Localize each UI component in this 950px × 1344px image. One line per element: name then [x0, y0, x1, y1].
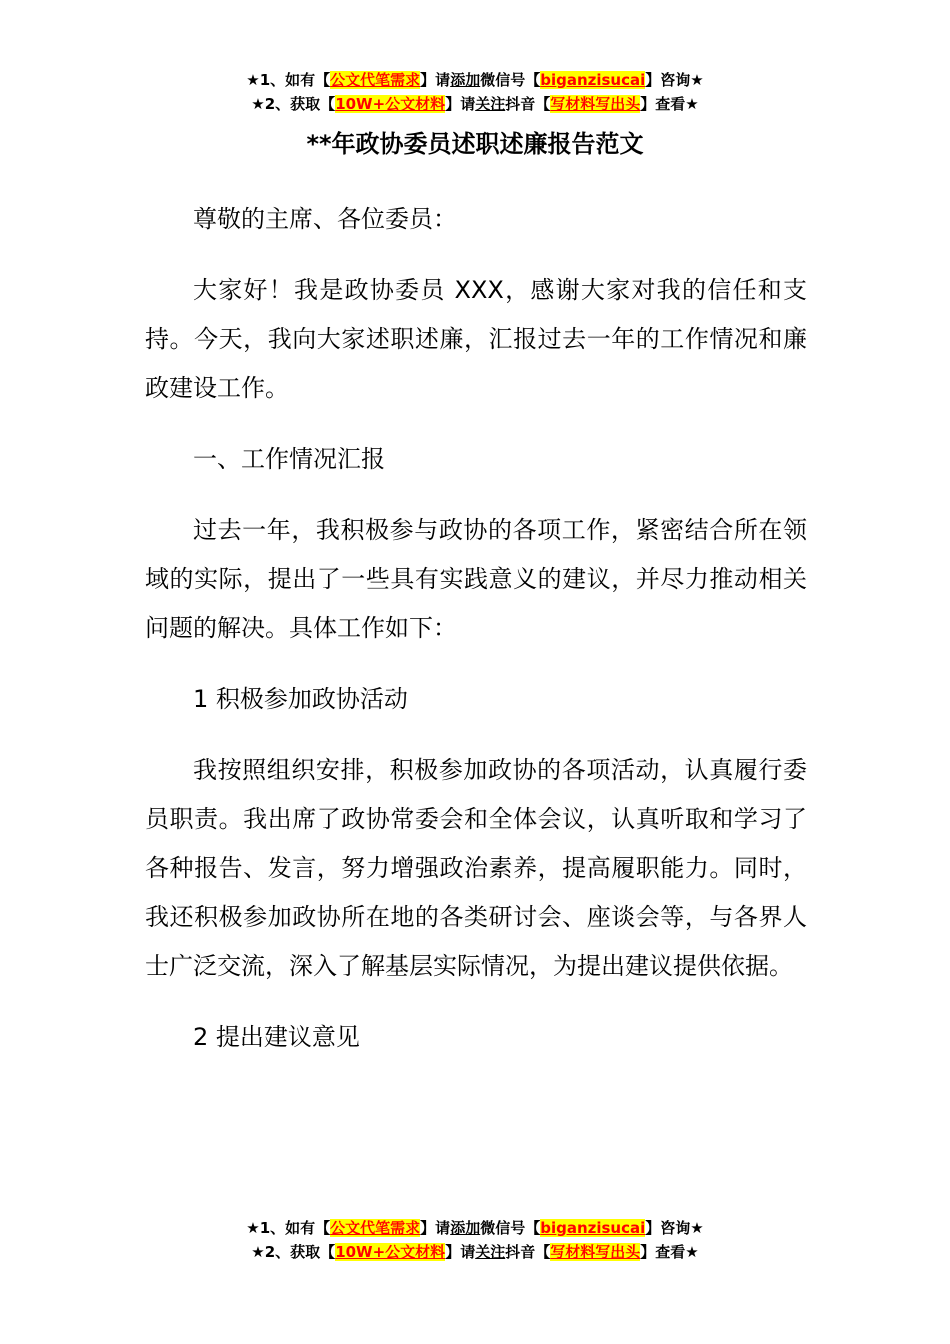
subsection-heading: 2 提出建议意见	[193, 1023, 360, 1051]
banner-highlight-service: 公文代笔需求	[330, 71, 421, 89]
banner-highlight-douyin: 写材料写出头	[550, 95, 641, 113]
banner-text: ★2、获取【	[251, 1243, 336, 1261]
banner-text: 】咨询★	[645, 1219, 704, 1237]
section-heading: 一、工作情况汇报	[193, 445, 385, 473]
banner-highlight-service: 公文代笔需求	[330, 1219, 421, 1237]
subsection-heading: 1 积极参加政协活动	[193, 685, 408, 713]
banner-text: 抖音【	[505, 95, 551, 113]
body-paragraph: 过去一年，我积极参与政协的各项工作，紧密结合所在领域的实际，提出了一些具有实践意义的建议，并尽力推动相关问题的解决。具体工作如下：	[145, 516, 807, 642]
banner-line-2	[0, 1240, 950, 1264]
banner-text: 抖音【	[505, 1243, 551, 1261]
banner-text: 】请	[445, 95, 476, 113]
banner-line-1	[0, 1216, 950, 1240]
document-body	[145, 195, 807, 1084]
banner-text: ★1、如有【	[246, 71, 331, 89]
banner-text: 】请	[445, 1243, 476, 1261]
banner-emphasis: 添加	[450, 71, 481, 89]
header-banner	[0, 68, 950, 116]
banner-text: 】查看★	[640, 1243, 699, 1261]
banner-highlight-wechat: biganzisucai	[540, 1219, 646, 1237]
banner-line-1	[0, 68, 950, 92]
salutation: 尊敬的主席、各位委员：	[193, 205, 457, 233]
banner-text: 微信号【	[480, 1219, 541, 1237]
footer-banner	[0, 1216, 950, 1264]
banner-highlight-materials: 10W+公文材料	[335, 95, 446, 113]
banner-emphasis: 关注	[475, 1243, 506, 1261]
banner-text: 】请	[420, 71, 451, 89]
banner-line-2	[0, 92, 950, 116]
document-title: **年政协委员述职述廉报告范文	[306, 130, 644, 158]
banner-text: 】请	[420, 1219, 451, 1237]
banner-text: 】查看★	[640, 95, 699, 113]
banner-text: ★2、获取【	[251, 95, 336, 113]
banner-emphasis: 关注	[475, 95, 506, 113]
banner-highlight-materials: 10W+公文材料	[335, 1243, 446, 1261]
banner-text: 微信号【	[480, 71, 541, 89]
banner-emphasis: 添加	[450, 1219, 481, 1237]
banner-text: ★1、如有【	[246, 1219, 331, 1237]
intro-paragraph: 大家好！我是政协委员 XXX，感谢大家对我的信任和支持。今天，我向大家述职述廉，汇报过去一年的工作情况和廉政建设工作。	[145, 276, 807, 402]
banner-highlight-wechat: biganzisucai	[540, 71, 646, 89]
banner-text: 】咨询★	[645, 71, 704, 89]
body-paragraph: 我按照组织安排，积极参加政协的各项活动，认真履行委员职责。我出席了政协常委会和全体会议，认真听取和学习了各种报告、发言，努力增强政治素养，提高履职能力。同时，我还积极参加政协所在地的各类研讨会、座谈会等，与各界人士广泛交流，深入了解基层实际情况，为提出建议提供依据。	[145, 756, 807, 980]
banner-highlight-douyin: 写材料写出头	[550, 1243, 641, 1261]
